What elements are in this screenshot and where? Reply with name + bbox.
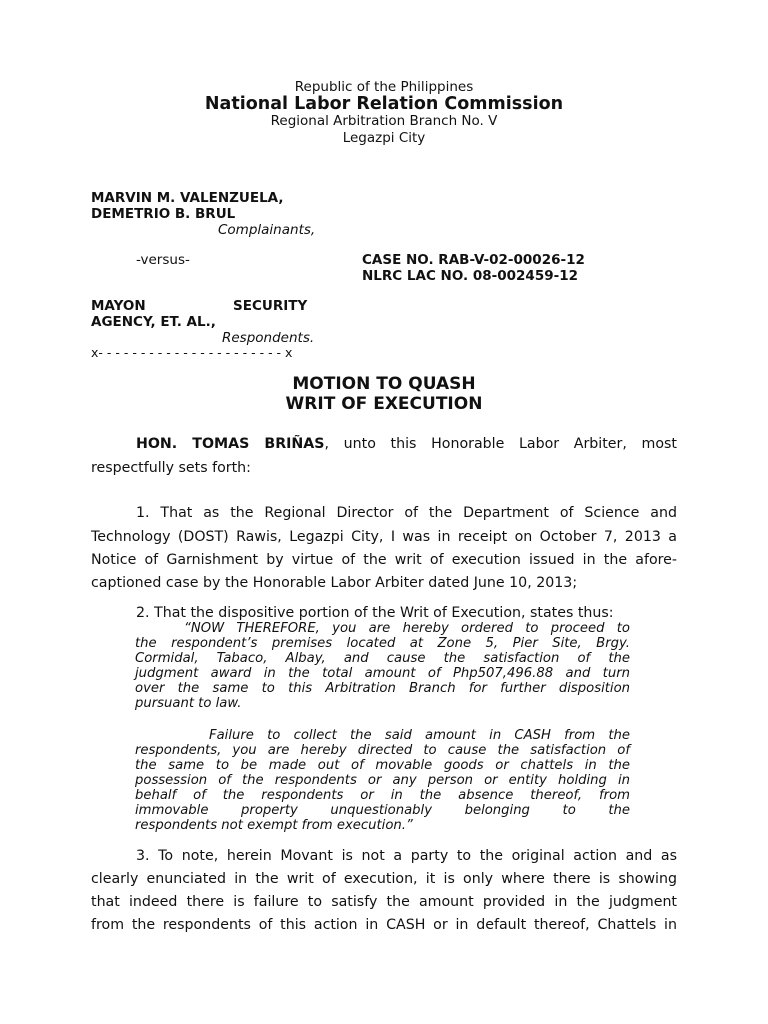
respondent-word-security: SECURITY bbox=[233, 298, 308, 314]
intro-line-1 bbox=[136, 436, 677, 452]
complainants-label: Complainants, bbox=[218, 222, 316, 238]
complainant-1: MARVIN M. VALENZUELA, bbox=[91, 190, 284, 206]
quote-2-line: Failure to collect the said amount in CASH from the bbox=[209, 728, 630, 743]
intro-line-2: respectfully sets forth: bbox=[91, 460, 251, 476]
intro-line-1-text: , unto this Honorable Labor Arbiter, most bbox=[324, 436, 677, 452]
republic-line: Republic of the Philippines bbox=[294, 79, 474, 95]
complainant-2: DEMETRIO B. BRUL bbox=[91, 206, 236, 222]
quote-1-line: the respondent’s premises located at Zone 5, Pier Site, Brgy. bbox=[135, 636, 630, 651]
paragraph-1-line: 1. That as the Regional Director of the Department of Science and bbox=[136, 505, 677, 521]
commission-name: National Labor Relation Commission bbox=[204, 94, 564, 114]
quote-1-line: “NOW THEREFORE, you are hereby ordered to proceed to bbox=[184, 621, 630, 636]
respondents-label: Respondents. bbox=[222, 330, 315, 346]
quote-2-line: possession of the respondents or any person or entity holding in bbox=[135, 773, 630, 788]
quote-2-line: the same to be made out of movable goods or chattels in the bbox=[135, 758, 630, 773]
respondent-line-2: AGENCY, ET. AL., bbox=[91, 314, 216, 330]
quote-1-line: pursuant to law. bbox=[135, 696, 242, 711]
quote-1-line: Cormidal, Tabaco, Albay, and cause the satisfaction of the bbox=[135, 651, 630, 666]
paragraph-2-lead: 2. That the dispositive portion of the Writ of Execution, states thus: bbox=[136, 605, 614, 621]
caption-divider: x- - - - - - - - - - - - - - - - - - - - - - x bbox=[91, 345, 293, 360]
case-number: CASE NO. RAB-V-02-00026-12 bbox=[362, 252, 585, 268]
quote-2-line: respondents not exempt from execution.” bbox=[135, 818, 413, 833]
quote-1-line: judgment award in the total amount of Php507,496.88 and turn bbox=[135, 666, 630, 681]
paragraph-3-line: clearly enunciated in the writ of execution, it is only where there is showing bbox=[91, 871, 677, 887]
quote-1-line: over the same to this Arbitration Branch for further disposition bbox=[135, 681, 630, 696]
branch-line: Regional Arbitration Branch No. V bbox=[270, 113, 498, 129]
versus-label: -versus- bbox=[136, 252, 190, 268]
nlrc-lac-number: NLRC LAC NO. 08-002459-12 bbox=[362, 268, 579, 284]
paragraph-3-line: that indeed there is failure to satisfy the amount provided in the judgment bbox=[91, 894, 677, 910]
city-line: Legazpi City bbox=[342, 130, 426, 146]
quote-2-line: immovable property unquestionably belonging to the bbox=[135, 803, 630, 818]
paragraph-1-line: Notice of Garnishment by virtue of the writ of execution issued in the afore- bbox=[91, 552, 677, 568]
quote-2-line: respondents, you are hereby directed to cause the satisfaction of bbox=[135, 743, 630, 758]
motion-title-line-1: MOTION TO QUASH bbox=[292, 374, 476, 394]
paragraph-1-line: Technology (DOST) Rawis, Legazpi City, I was in receipt on October 7, 2013 a bbox=[91, 529, 677, 545]
quote-2-line: behalf of the respondents or in the absence thereof, from bbox=[135, 788, 630, 803]
movant-name: HON. TOMAS BRIÑAS bbox=[136, 436, 325, 452]
paragraph-3-line: from the respondents of this action in CASH or in default thereof, Chattels in bbox=[91, 917, 677, 933]
motion-title-line-2: WRIT OF EXECUTION bbox=[285, 394, 483, 414]
respondent-word-mayon: MAYON bbox=[91, 298, 146, 314]
paragraph-1-line: captioned case by the Honorable Labor Arbiter dated June 10, 2013; bbox=[91, 575, 578, 591]
paragraph-3-line: 3. To note, herein Movant is not a party to the original action and as bbox=[136, 848, 677, 864]
